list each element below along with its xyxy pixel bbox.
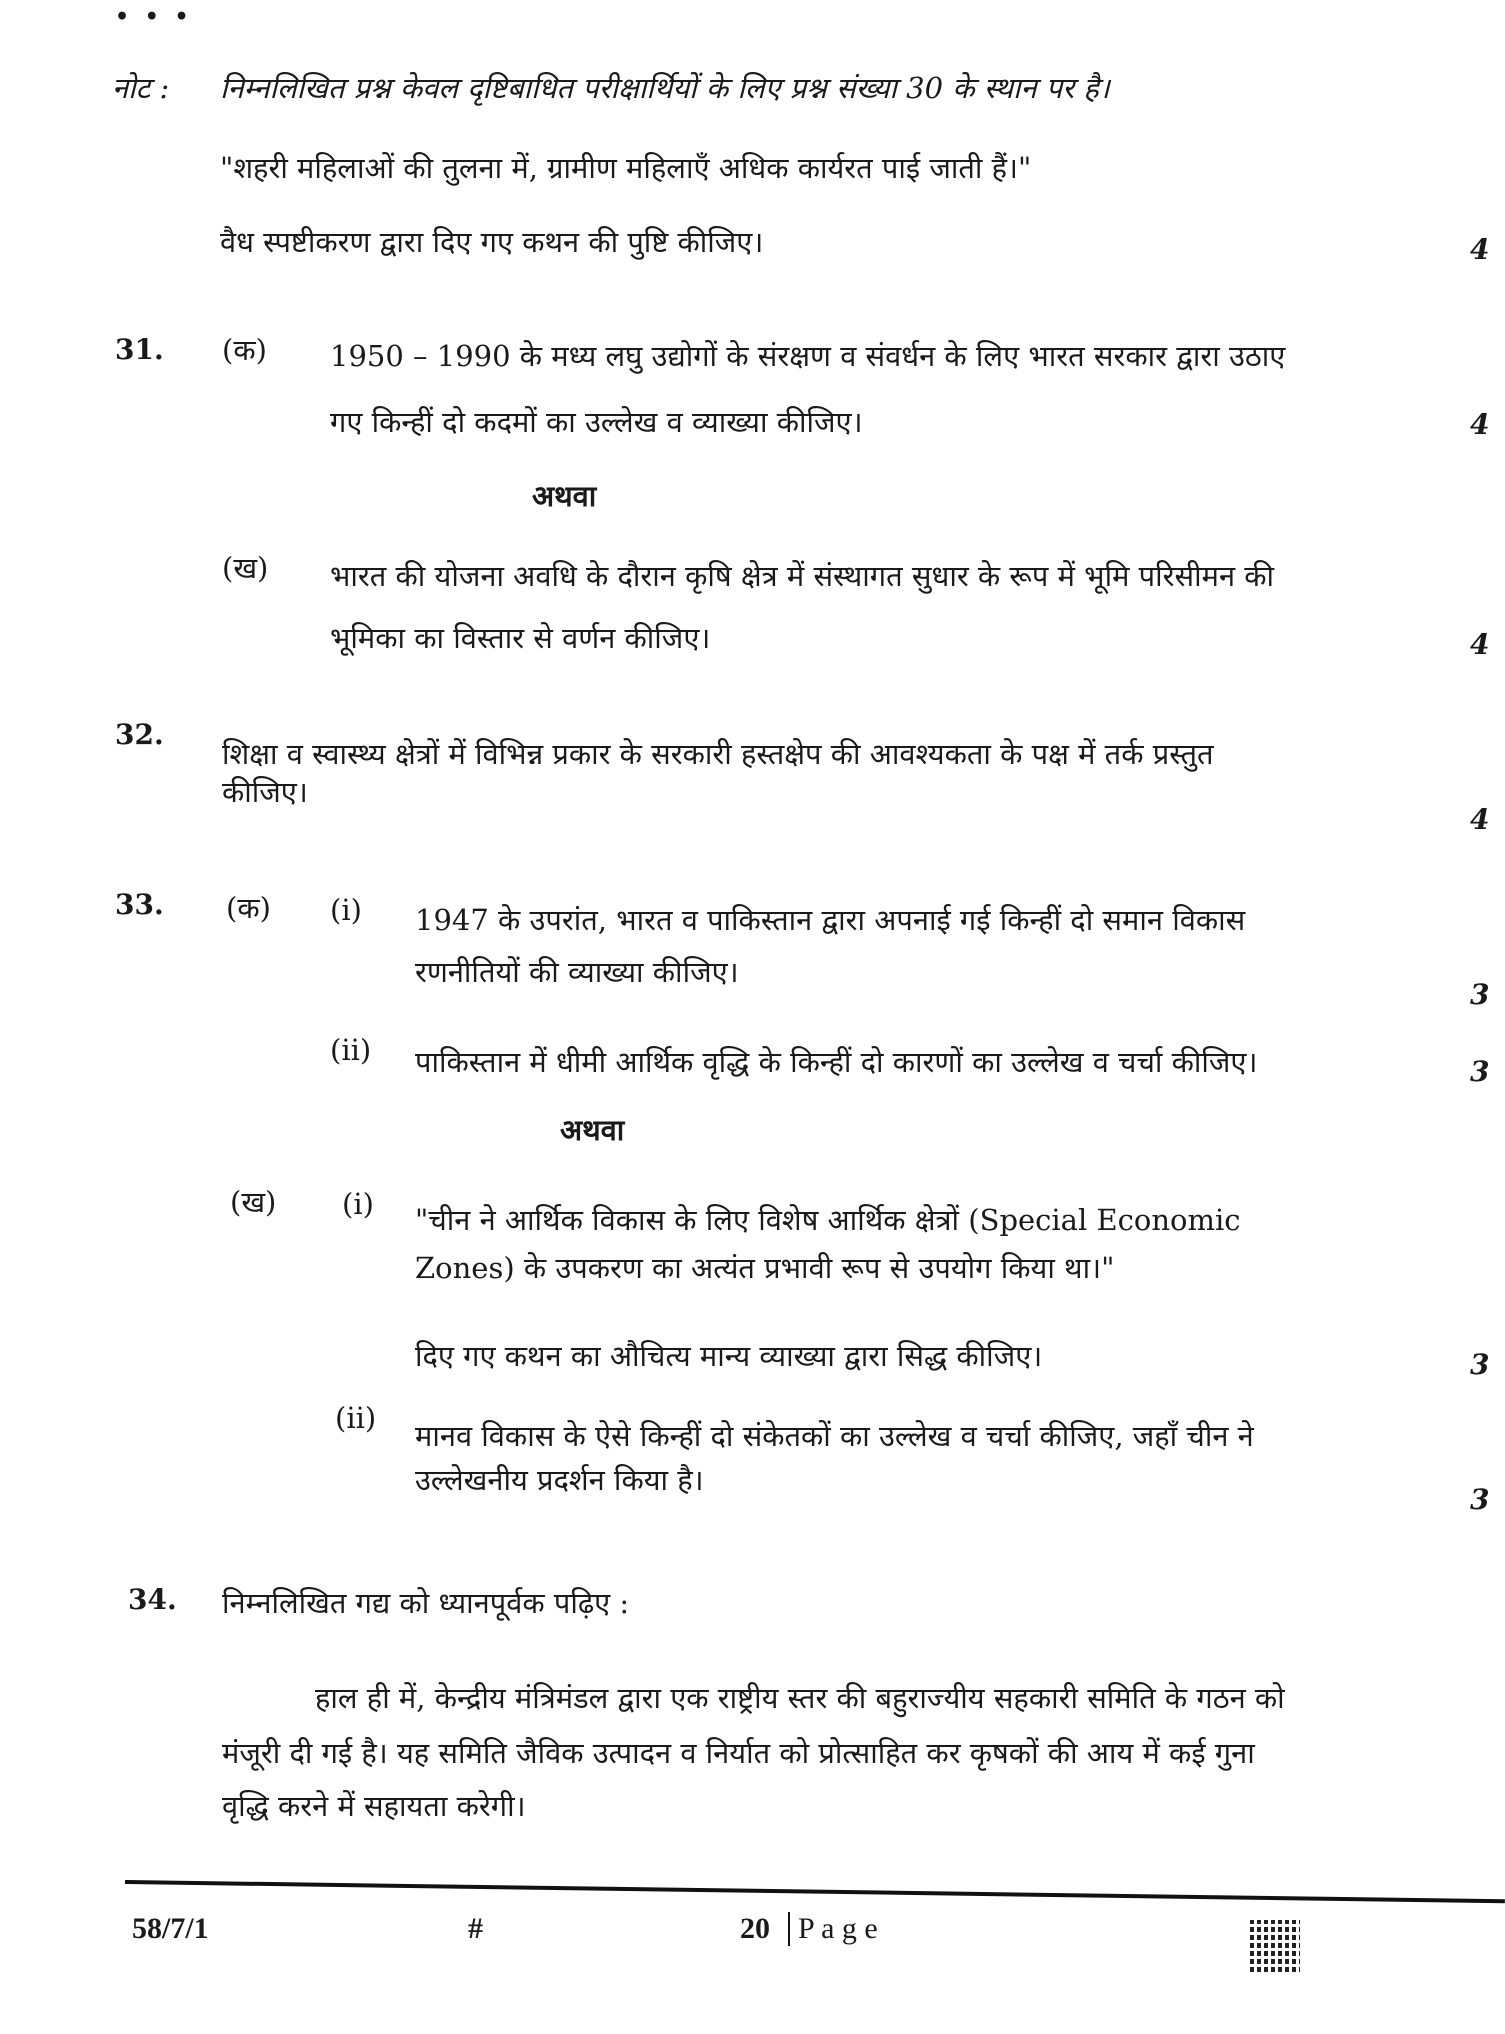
question-text: "चीन ने आर्थिक विकास के लिए विशेष आर्थिक क्षेत्रों (Special Economic xyxy=(415,1203,1241,1237)
note-instruction: वैध स्पष्टीकरण द्वारा दिए गए कथन की पुष्टि कीजिए। xyxy=(220,225,764,259)
or-separator: अथवा xyxy=(532,479,597,513)
question-number: 31. xyxy=(115,333,164,366)
question-text: 1950 – 1990 के मध्य लघु उद्योगों के संरक्षण व संवर्धन के लिए भारत सरकार द्वारा उठाए xyxy=(330,339,1286,373)
passage-text: मंजूरी दी गई है। यह समिति जैविक उत्पादन व निर्यात को प्रोत्साहित कर कृषकों की आय में कई गुना xyxy=(222,1736,1255,1770)
question-number: 32. xyxy=(115,718,164,751)
footer-divider xyxy=(125,1880,1505,1903)
question-text: भूमिका का विस्तार से वर्णन कीजिए। xyxy=(330,621,711,655)
question-text: गए किन्हीं दो कदमों का उल्लेख व व्याख्या कीजिए। xyxy=(330,405,863,439)
paper-code: 58/7/1 xyxy=(132,1912,209,1945)
option-label: (क) xyxy=(226,891,271,925)
qr-code-icon xyxy=(1250,1920,1300,1972)
top-marks: • • • xyxy=(115,4,193,30)
sub-label: (i) xyxy=(330,893,362,927)
passage-text: वृद्धि करने में सहायता करेगी। xyxy=(222,1789,526,1823)
marks: 4 xyxy=(1470,803,1490,836)
question-number: 34. xyxy=(128,1583,177,1616)
question-text: मानव विकास के ऐसे किन्हीं दो संकेतकों का उल्लेख व चर्चा कीजिए, जहाँ चीन ने xyxy=(415,1419,1254,1453)
option-label: (क) xyxy=(222,333,267,367)
question-text: निम्नलिखित गद्य को ध्यानपूर्वक पढ़िए : xyxy=(222,1586,630,1620)
note-quote: "शहरी महिलाओं की तुलना में, ग्रामीण महिलाएँ अधिक कार्यरत पाई जाती हैं।" xyxy=(220,151,1032,185)
question-text: शिक्षा व स्वास्थ्य क्षेत्रों में विभिन्न प्रकार के सरकारी हस्तक्षेप की आवश्यकता के पक्ष में तर्क प्रस्तुत xyxy=(222,737,1214,771)
note-label: नोट : xyxy=(112,71,170,105)
question-text: उल्लेखनीय प्रदर्शन किया है। xyxy=(415,1463,704,1497)
question-text: पाकिस्तान में धीमी आर्थिक वृद्धि के किन्हीं दो कारणों का उल्लेख व चर्चा कीजिए। xyxy=(415,1045,1258,1079)
page-label: P a g e xyxy=(788,1912,878,1946)
option-label: (ख) xyxy=(230,1185,277,1219)
question-text: दिए गए कथन का औचित्य मान्य व्याख्या द्वारा सिद्ध कीजिए। xyxy=(415,1339,1043,1373)
question-text: 1947 के उपरांत, भारत व पाकिस्तान द्वारा अपनाई गई किन्हीं दो समान विकास xyxy=(415,903,1246,937)
marks: 3 xyxy=(1470,1348,1490,1381)
sub-label: (i) xyxy=(342,1187,374,1221)
marks: 3 xyxy=(1470,978,1490,1011)
marks: 4 xyxy=(1470,628,1490,661)
marks: 4 xyxy=(1470,233,1490,266)
note-line: निम्नलिखित प्रश्न केवल दृष्टिबाधित परीक्षार्थियों के लिए प्रश्न संख्या 30 के स्थान पर है। xyxy=(220,71,1110,105)
question-number: 33. xyxy=(115,888,164,921)
sub-label: (ii) xyxy=(335,1401,377,1435)
question-text: भारत की योजना अवधि के दौरान कृषि क्षेत्र में संस्थागत सुधार के रूप में भूमि परिसीमन की xyxy=(330,559,1275,593)
marks: 3 xyxy=(1470,1483,1490,1516)
marks: 3 xyxy=(1470,1055,1490,1088)
or-separator: अथवा xyxy=(560,1113,625,1147)
marks: 4 xyxy=(1470,408,1490,441)
page-number: 20 xyxy=(740,1912,770,1945)
question-text: रणनीतियों की व्याख्या कीजिए। xyxy=(415,955,739,989)
sub-label: (ii) xyxy=(330,1033,372,1067)
question-text: कीजिए। xyxy=(222,775,308,809)
hash-mark: # xyxy=(468,1912,483,1945)
option-label: (ख) xyxy=(222,551,269,585)
question-text: Zones) के उपकरण का अत्यंत प्रभावी रूप से उपयोग किया था।" xyxy=(415,1251,1115,1285)
passage-text: हाल ही में, केन्द्रीय मंत्रिमंडल द्वारा एक राष्ट्रीय स्तर की बहुराज्यीय सहकारी समिति के गठन को xyxy=(315,1681,1285,1715)
